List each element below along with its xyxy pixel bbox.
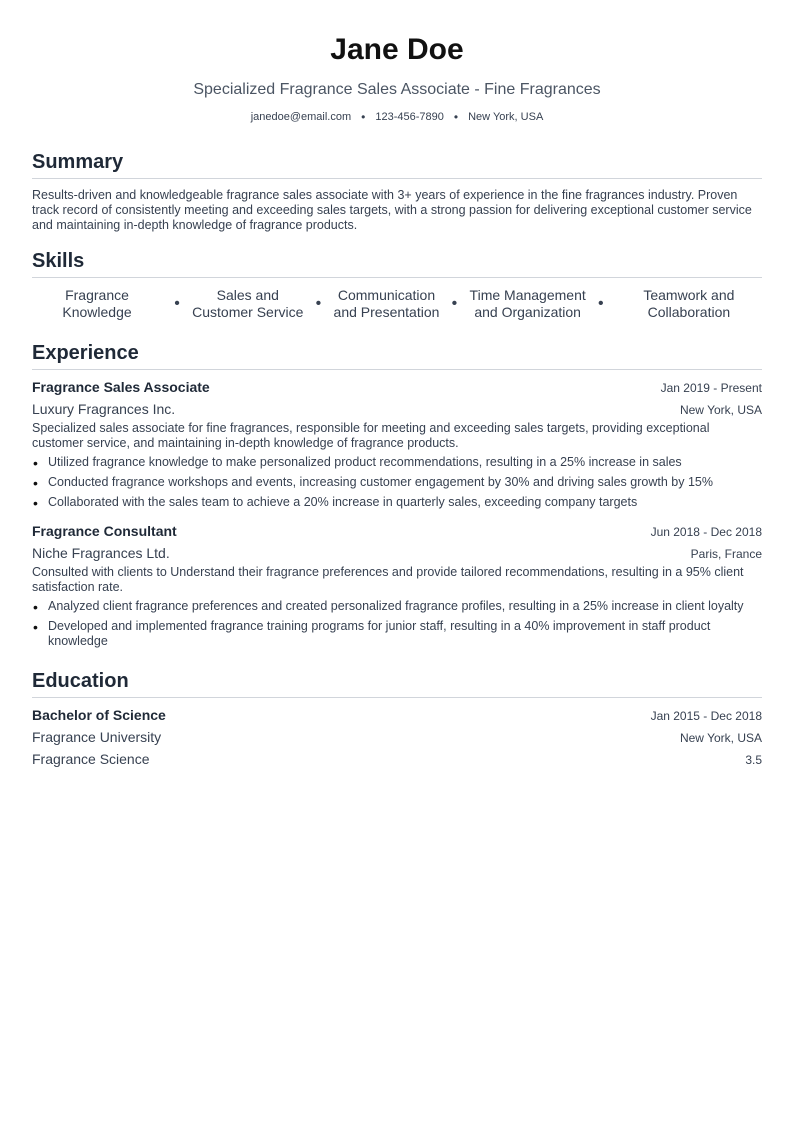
bullet-icon: •	[33, 475, 38, 491]
job-dates: Jun 2018 - Dec 2018	[650, 525, 762, 539]
phone-number[interactable]: 123-456-7890	[375, 111, 444, 123]
skill-label: and Presentation	[333, 304, 440, 320]
skill-label: and Organization	[474, 304, 581, 320]
skill-label: Time Management	[469, 287, 586, 303]
separator-dot: •	[453, 110, 459, 124]
experience-heading: Experience	[32, 341, 762, 370]
bullet-icon: •	[33, 619, 38, 635]
job-description: Specialized sales associate for fine fragrances, responsible for meeting and exceeding sales targets, providing exceptional customer service, and maintaining in-depth knowledge of fragrance products.	[32, 421, 710, 450]
job-entry	[32, 378, 762, 510]
skill-item	[32, 287, 162, 321]
job-description: Consulted with clients to Understand their fragrance preferences and provide tailored recommendations, resulting in a 95% client satisfaction rate.	[32, 565, 744, 594]
education-entry	[32, 706, 762, 769]
summary-section	[32, 150, 762, 233]
list-item	[32, 619, 762, 649]
summary-heading: Summary	[32, 150, 762, 179]
job-entry	[32, 522, 762, 649]
skill-label: Communication	[337, 287, 436, 303]
candidate-headline: Specialized Fragrance Sales Associate - Fine Fragrances	[193, 81, 601, 98]
skills-section	[32, 249, 762, 321]
candidate-name: Jane Doe	[330, 33, 464, 66]
job-location: Paris, France	[690, 547, 762, 561]
list-item	[32, 475, 762, 490]
skill-item	[334, 287, 440, 321]
school-location: New York, USA	[679, 731, 762, 745]
summary-text: Results-driven and knowledgeable fragrance sales associate with 3+ years of experience in the fine fragrances industry. Proven track record of consistently meeting and exceeding sales targets, with a strong passion for delivering exceptional customer service and maintaining in-depth knowledge of fragrance products.	[32, 188, 752, 232]
company-name: Luxury Fragrances Inc.	[32, 401, 176, 417]
skill-label: Customer Service	[192, 304, 304, 320]
skills-list	[32, 287, 762, 321]
education-dates: Jan 2015 - Dec 2018	[650, 709, 762, 723]
resume-page	[32, 0, 762, 769]
bullet-text: Developed and implemented fragrance training programs for junior staff, resulting in a 40% improvement in staff product knowledge	[48, 619, 711, 648]
skill-label: Fragrance	[65, 287, 129, 303]
skill-label: Teamwork and	[643, 287, 735, 303]
job-dates: Jan 2019 - Present	[660, 381, 762, 395]
job-title: Fragrance Consultant	[32, 523, 177, 539]
skills-heading: Skills	[32, 249, 762, 278]
skill-label: Sales and	[216, 287, 279, 303]
education-section	[32, 669, 762, 769]
separator-dot: •	[598, 295, 604, 312]
contact-info	[32, 109, 762, 125]
bullet-text: Utilized fragrance knowledge to make personalized product recommendations, resulting in a 25% increase in sales	[48, 455, 682, 469]
job-bullets	[32, 599, 762, 649]
bullet-text: Collaborated with the sales team to achieve a 20% increase in quarterly sales, exceeding company targets	[48, 495, 638, 509]
school-name: Fragrance University	[32, 729, 162, 745]
gpa: 3.5	[745, 753, 762, 767]
field-of-study: Fragrance Science	[32, 751, 150, 767]
separator-dot: •	[174, 295, 180, 312]
separator-dot: •	[315, 295, 322, 312]
skill-label: Knowledge	[62, 304, 132, 320]
experience-section	[32, 341, 762, 649]
list-item	[32, 495, 762, 510]
separator-dot: •	[361, 110, 366, 124]
email-link[interactable]: janedoe@email.com	[250, 111, 352, 123]
skill-item	[470, 287, 586, 321]
job-location: New York, USA	[679, 403, 762, 417]
skill-label: Collaboration	[647, 304, 731, 320]
skill-item	[192, 287, 303, 321]
bullet-icon: •	[33, 599, 38, 615]
separator-dot: •	[451, 295, 458, 312]
company-name: Niche Fragrances Ltd.	[32, 545, 170, 561]
education-heading: Education	[32, 669, 762, 698]
bullet-icon: •	[33, 495, 38, 511]
list-item	[32, 599, 762, 614]
job-title: Fragrance Sales Associate	[32, 379, 210, 395]
location: New York, USA	[468, 111, 544, 123]
bullet-icon: •	[33, 455, 38, 471]
bullet-text: Analyzed client fragrance preferences and created personalized fragrance profiles, resulting in a 25% increase in client loyalty	[48, 599, 744, 613]
bullet-text: Conducted fragrance workshops and events, increasing customer engagement by 30% and driving sales growth by 15%	[48, 475, 713, 489]
degree: Bachelor of Science	[32, 707, 166, 723]
skill-item	[616, 287, 762, 321]
list-item	[32, 455, 762, 470]
job-bullets	[32, 455, 762, 510]
